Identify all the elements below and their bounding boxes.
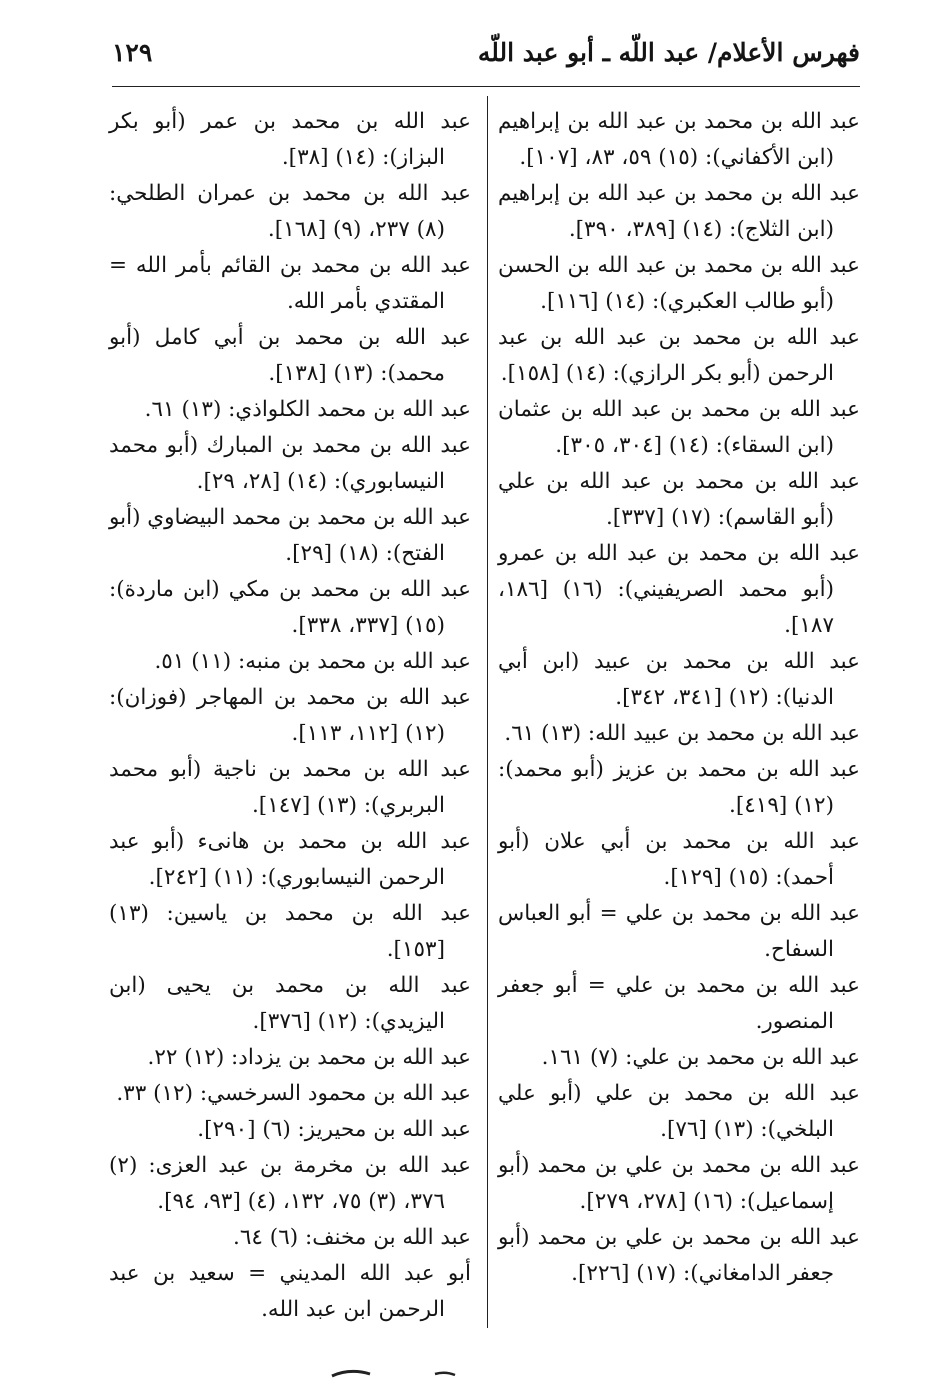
index-entry: عبد الله بن محمد بن عبد الله بن علي (أبو القاسم): (١٧) [٣٣٧]. bbox=[498, 469, 860, 530]
index-entry: عبد الله بن محمد بن عبد الله بن عثمان (ابن السقاء): (١٤) [٣٠٤، ٣٠٥]. bbox=[498, 397, 860, 458]
index-entry: عبد الله بن محمد بن ناجية (أبو محمد البربري): (١٣) [١٤٧]. bbox=[109, 757, 471, 818]
index-column-left bbox=[109, 104, 471, 1328]
running-title: فهرس الأعلام/ عبد اللّه ـ أبو عبد اللّه bbox=[477, 38, 860, 67]
index-entry: عبد الله بن محمد بن علي = أبو العباس السفاح. bbox=[498, 901, 860, 962]
index-entry: عبد الله بن محمد بن علي بن محمد (أبو إسماعيل): (١٦) [٢٧٨، ٢٧٩]. bbox=[498, 1153, 860, 1214]
index-entry: عبد الله بن محمد الكلواذي: (١٣) ٦١. bbox=[144, 397, 471, 422]
index-entry: عبد الله بن محمد بن المبارك (أبو محمد النيسابوري): (١٤) [٢٨، ٢٩]. bbox=[109, 433, 471, 494]
index-entry: عبد الله بن محمد بن القائم بأمر الله = المقتدي بأمر الله. bbox=[109, 253, 471, 314]
index-entry: عبد الله بن محمد بن يزداد: (١٢) ٢٢. bbox=[147, 1045, 471, 1070]
index-entry: عبد الله بن محمد بن أبي علان (أبو أحمد): (١٥) [١٢٩]. bbox=[498, 829, 860, 890]
index-entry: عبد الله بن محمد بن علي: (٧) ١٦١. bbox=[541, 1045, 860, 1070]
index-entry: عبد الله بن محمد بن عمران الطلحي: (٨) ٢٣٧، (٩) [١٦٨]. bbox=[109, 181, 471, 242]
index-entry: عبد الله بن محمد بن عمر (أبو بكر البزاز): (١٤) [٣٨]. bbox=[109, 109, 471, 170]
index-entry: عبد الله بن محمد بن عبد الله بن إبراهيم (ابن الثلاج): (١٤) [٣٨٩، ٣٩٠]. bbox=[498, 181, 860, 242]
index-entry: عبد الله بن محيريز: (٦) [٢٩٠]. bbox=[197, 1117, 471, 1142]
header-rule bbox=[112, 86, 860, 87]
index-entry: عبد الله بن محمد بن مكي (ابن ماردة): (١٥) [٣٣٧، ٣٣٨]. bbox=[109, 577, 471, 638]
index-entry: عبد الله بن محمد بن علي (أبو علي البلخي): (١٣) [٧٦]. bbox=[498, 1081, 860, 1142]
index-entry: عبد الله بن محمد بن علي بن محمد (أبو جعفر الدامغاني): (١٧) [٢٢٦]. bbox=[498, 1225, 860, 1286]
index-entry: عبد الله بن محمد بن عزيز (أبو محمد): (١٢) [٤١٩]. bbox=[498, 757, 860, 818]
index-entry: عبد الله بن محمد بن عبيد (ابن أبي الدنيا): (١٢) [٣٤١، ٣٤٢]. bbox=[498, 649, 860, 710]
column-divider bbox=[487, 96, 488, 1328]
index-entry: عبد الله بن محمد بن أبي كامل (أبو محمد): (١٣) [١٣٨]. bbox=[109, 325, 471, 386]
page-number: ١٢٩ bbox=[112, 38, 153, 67]
index-entry: عبد الله بن محمد بن يحيى (ابن اليزيدي): (١٢) [٣٧٦]. bbox=[109, 973, 471, 1034]
index-entry: أبو عبد الله المديني = سعيد بن عبد الرحمن ابن عبد الله. bbox=[109, 1261, 471, 1322]
index-entry: عبد الله بن محمود السرخسي: (١٢) ٣٣. bbox=[116, 1081, 471, 1106]
index-column-right bbox=[498, 104, 860, 1292]
index-entry: عبد الله بن مخرمة بن عبد العزى: (٢) ٣٧٦، (٣) ٧٥، ١٣٢، (٤) [٩٣، ٩٤]. bbox=[109, 1153, 471, 1214]
index-entry: عبد الله بن محمد بن عبد الله بن عمرو (أبو محمد الصريفيني): (١٦) [١٨٦، ١٨٧]. bbox=[498, 541, 860, 638]
index-entry: عبد الله بن محمد بن منبه: (١١) ٥١. bbox=[154, 649, 471, 674]
index-entry: عبد الله بن محمد بن عبد الله بن عبد الرحمن (أبو بكر الرازي): (١٤) [١٥٨]. bbox=[498, 325, 860, 386]
index-entry: عبد الله بن محمد بن عبيد الله: (١٣) ٦١. bbox=[504, 721, 860, 746]
index-entry: عبد الله بن محمد بن محمد البيضاوي (أبو الفتح): (١٨) [٢٩]. bbox=[109, 505, 471, 566]
index-entry: عبد الله بن محمد بن علي = أبو جعفر المنصور. bbox=[498, 973, 860, 1034]
index-entry: عبد الله بن محمد بن ياسين: (١٣) [١٥٣]. bbox=[109, 901, 471, 962]
index-entry: عبد الله بن مخنف: (٦) ٦٤. bbox=[233, 1225, 471, 1250]
index-entry: عبد الله بن محمد بن هانىء (أبو عبد الرحمن النيسابوري): (١١) [٢٤٢]. bbox=[109, 829, 471, 890]
index-entry: عبد الله بن محمد بن عبد الله بن الحسن (أبو طالب العكبري): (١٤) [١١٦]. bbox=[498, 253, 860, 314]
index-entry: عبد الله بن محمد بن المهاجر (فوزان): (١٢) [١١٢، ١١٣]. bbox=[109, 685, 471, 746]
page-header bbox=[112, 34, 860, 78]
footer-ornament bbox=[330, 1366, 460, 1380]
index-entry: عبد الله بن محمد بن عبد الله بن إبراهيم (ابن الأكفاني): (١٥) ٥٩، ٨٣، [١٠٧]. bbox=[498, 109, 860, 170]
